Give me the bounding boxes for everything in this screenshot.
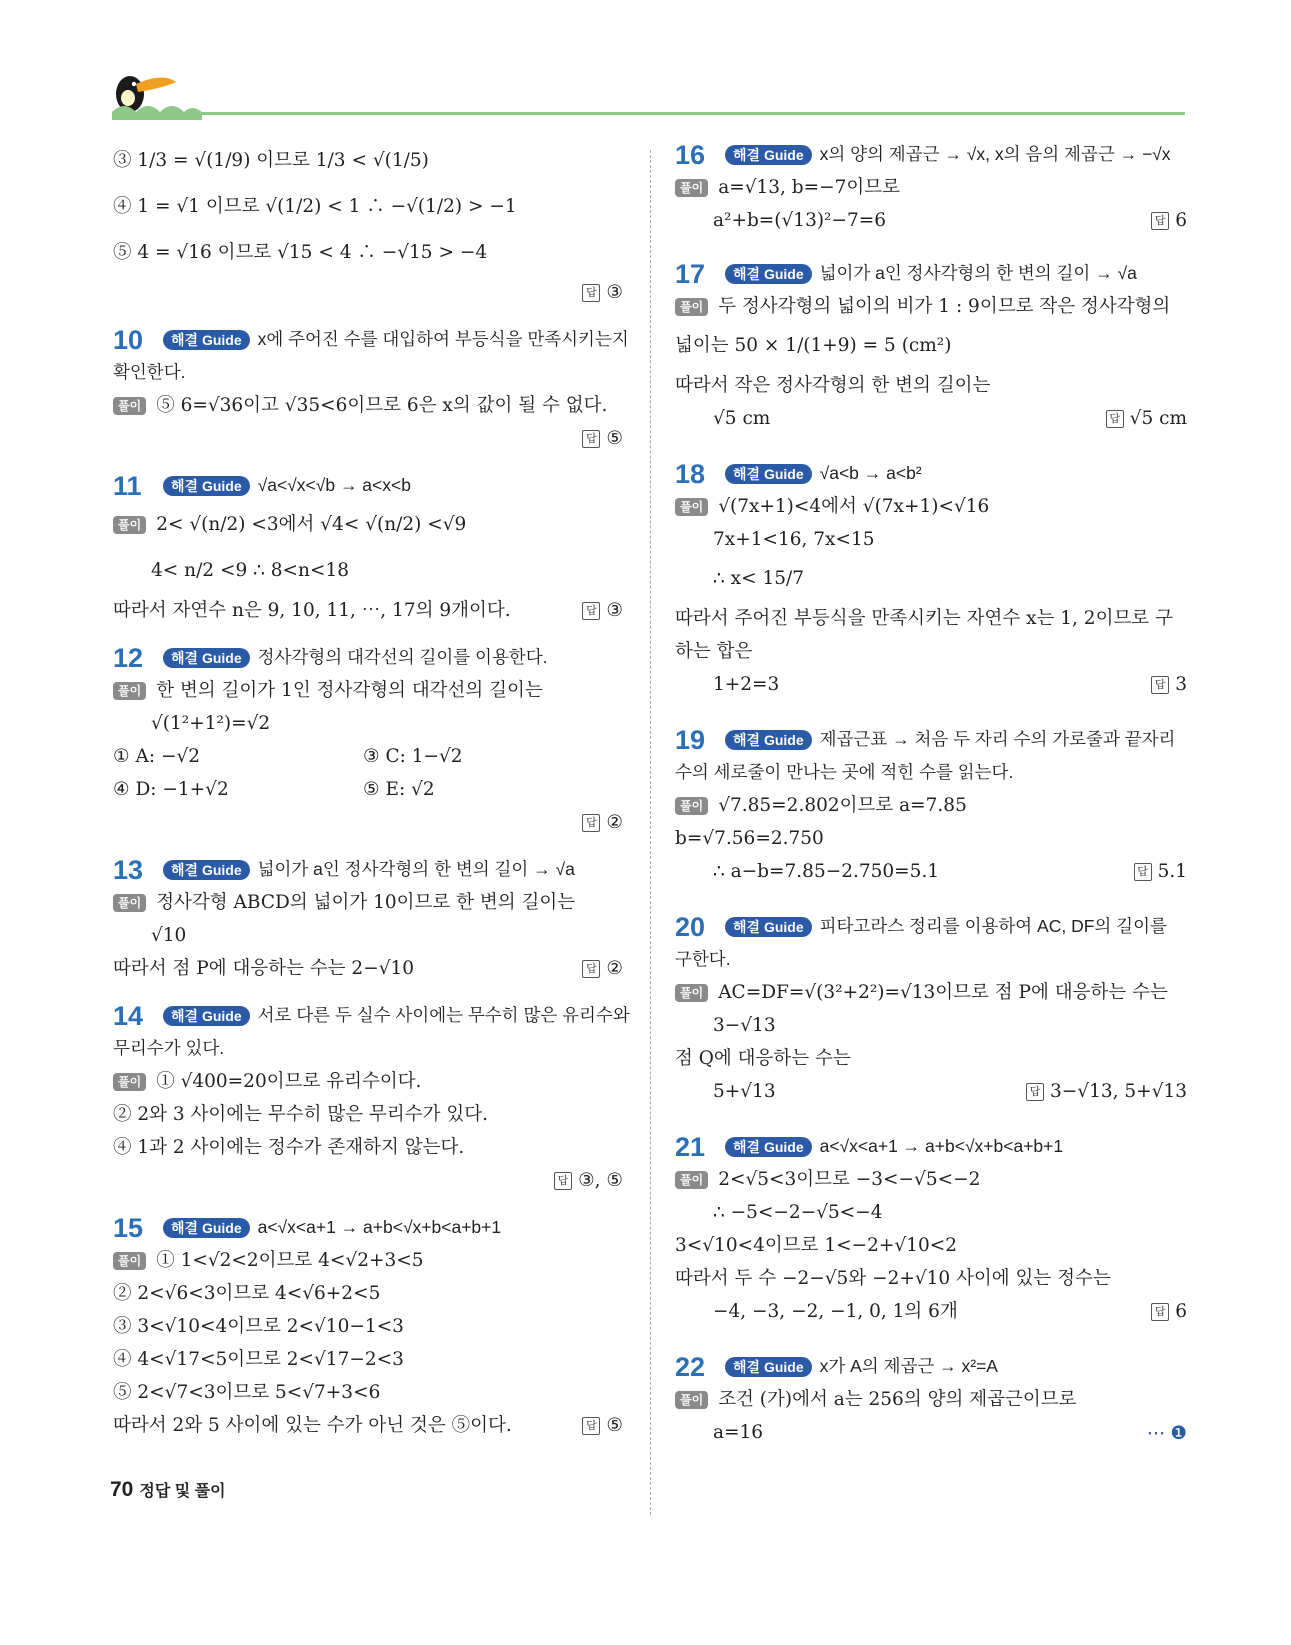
solution-line: √5 cm bbox=[713, 408, 771, 429]
solution-line: ⑤ 6=√36이고 √35<6이므로 6은 x의 값이 될 수 없다. bbox=[156, 395, 608, 416]
guide-text: 서로 다른 두 실수 사이에는 무수히 많은 유리수와 bbox=[257, 1005, 630, 1025]
answer-icon: 답 bbox=[582, 602, 600, 620]
footer-label: 정답 및 풀이 bbox=[139, 1483, 226, 1500]
solution-line: ① 1<√2<2이므로 4<√2+3<5 bbox=[156, 1250, 424, 1271]
solution-line: 7x+1<16, 7x<15 bbox=[713, 529, 875, 550]
answer-icon: 답 bbox=[582, 1417, 600, 1435]
guide-text: 확인한다. bbox=[113, 362, 186, 382]
guide-text: 피타고라스 정리를 이용하여 AC, DF의 길이를 bbox=[819, 916, 1167, 936]
solution-line: a=16 bbox=[713, 1422, 764, 1443]
solution-badge: 풀이 bbox=[675, 984, 708, 1002]
problem-number: 15 bbox=[113, 1212, 144, 1243]
problem-number: 17 bbox=[675, 258, 706, 289]
left-column bbox=[113, 138, 630, 1442]
answer-value: √5 cm bbox=[1129, 408, 1187, 429]
answer-value: ③ bbox=[606, 282, 623, 303]
solution-line: 넓이는 50 × 1/(1+9) = 5 (cm²) bbox=[675, 335, 952, 356]
solution-line: ⑤ 2<√7<3이므로 5<√7+3<6 bbox=[113, 1382, 381, 1403]
problem-21 bbox=[675, 1130, 1187, 1328]
solution-line: 2<√5<3이므로 −3<−√5<−2 bbox=[718, 1169, 981, 1190]
guide-text: 무리수가 있다. bbox=[113, 1038, 225, 1058]
answer-line bbox=[1026, 1075, 1187, 1108]
problem-number: 10 bbox=[113, 324, 144, 355]
guide-text: x의 양의 제곱근 → √x, x의 음의 제곱근 → −√x bbox=[819, 144, 1171, 164]
solution-badge: 풀이 bbox=[113, 516, 146, 534]
problem-15 bbox=[113, 1211, 623, 1442]
guide-text: 넓이가 a인 정사각형의 한 변의 길이 → √a bbox=[819, 263, 1137, 283]
answer-line bbox=[582, 1409, 623, 1442]
solution-line: ① √400=20이므로 유리수이다. bbox=[156, 1071, 422, 1092]
answer-icon: 답 bbox=[582, 960, 600, 978]
solution-line: 정사각형 ABCD의 넓이가 10이므로 한 변의 길이는 bbox=[156, 892, 576, 913]
header-rule bbox=[195, 112, 1185, 115]
guide-badge: 해결 Guide bbox=[163, 648, 250, 668]
solution-badge: 풀이 bbox=[675, 179, 708, 197]
solution-line: ④ 4<√17<5이므로 2<√17−2<3 bbox=[113, 1349, 404, 1370]
solution-line: ⑤ 4 = √16 이므로 √15 < 4 ∴ −√15 > −4 bbox=[113, 242, 488, 263]
answer-line bbox=[1106, 402, 1187, 435]
answer-value: ② bbox=[606, 958, 623, 979]
solution-badge: 풀이 bbox=[675, 498, 708, 516]
solution-line: 따라서 2와 5 사이에 있는 수가 아닌 것은 ⑤이다. bbox=[113, 1415, 512, 1436]
problem-number: 13 bbox=[113, 854, 144, 885]
solution-badge: 풀이 bbox=[113, 894, 146, 912]
answer-value: 5.1 bbox=[1157, 861, 1187, 882]
guide-badge: 해결 Guide bbox=[725, 145, 812, 165]
guide-text: 제곱근표 → 처음 두 자리 수의 가로줄과 끝자리 bbox=[819, 729, 1176, 749]
solution-line: ④ 1과 2 사이에는 정수가 존재하지 않는다. bbox=[113, 1137, 465, 1158]
guide-badge: 해결 Guide bbox=[725, 1357, 812, 1377]
answer-value: 3 bbox=[1175, 674, 1187, 695]
problem-number: 11 bbox=[113, 470, 142, 501]
solution-line: ∴ −5<−2−√5<−4 bbox=[713, 1202, 883, 1223]
column-divider bbox=[650, 150, 651, 1515]
problem-11 bbox=[113, 469, 623, 627]
problem-19 bbox=[675, 723, 1187, 888]
solution-badge: 풀이 bbox=[113, 682, 146, 700]
solution-line: 한 변의 길이가 1인 정사각형의 대각선의 길이는 bbox=[156, 680, 543, 701]
problem-12 bbox=[113, 641, 623, 839]
problem-number: 19 bbox=[675, 724, 706, 755]
problem-number: 14 bbox=[113, 1000, 144, 1031]
problem-16 bbox=[675, 138, 1187, 237]
solution-line: ② 2<√6<3이므로 4<√6+2<5 bbox=[113, 1283, 381, 1304]
answer-value: ③, ⑤ bbox=[578, 1170, 623, 1191]
answer-icon: 답 bbox=[1151, 212, 1169, 230]
guide-text: 수의 세로줄이 만나는 곳에 적힌 수를 읽는다. bbox=[675, 762, 1014, 782]
guide-badge: 해결 Guide bbox=[725, 1137, 812, 1157]
answer-line bbox=[582, 594, 623, 627]
wave-decoration bbox=[112, 100, 202, 120]
solution-line: 따라서 주어진 부등식을 만족시키는 자연수 x는 1, 2이므로 구 bbox=[675, 608, 1173, 629]
solution-line: 2< √(n/2) <3에서 √4< √(n/2) <√9 bbox=[156, 514, 467, 535]
option-item: ③ C: 1−√2 bbox=[363, 746, 463, 767]
answer-icon: 답 bbox=[554, 1172, 572, 1190]
problem-20 bbox=[675, 910, 1187, 1108]
answer-value: ⑤ bbox=[606, 428, 623, 449]
solution-line: ∴ a−b=7.85−2.750=5.1 bbox=[713, 861, 940, 882]
problem-18 bbox=[675, 457, 1187, 701]
guide-badge: 해결 Guide bbox=[163, 330, 250, 350]
problem-13 bbox=[113, 853, 623, 985]
problem-number: 20 bbox=[675, 911, 706, 942]
solution-line: 따라서 두 수 −2−√5와 −2+√10 사이에 있는 정수는 bbox=[675, 1268, 1111, 1289]
solution-line: ② 2와 3 사이에는 무수히 많은 무리수가 있다. bbox=[113, 1104, 489, 1125]
solution-badge: 풀이 bbox=[675, 1391, 708, 1409]
guide-text: √a<b → a<b² bbox=[819, 463, 922, 483]
answer-icon: 답 bbox=[1151, 676, 1169, 694]
answer-line bbox=[1151, 204, 1187, 237]
page-footer bbox=[110, 1478, 226, 1502]
guide-text: √a<√x<√b → a<x<b bbox=[257, 475, 411, 495]
continuation-marker: ⋯ ❶ bbox=[1146, 1422, 1187, 1443]
solution-badge: 풀이 bbox=[113, 1252, 146, 1270]
solution-line: 3<√10<4이므로 1<−2+√10<2 bbox=[675, 1235, 958, 1256]
guide-badge: 해결 Guide bbox=[725, 730, 812, 750]
solution-line: √10 bbox=[151, 925, 187, 946]
problem-14 bbox=[113, 999, 630, 1197]
answer-line bbox=[113, 276, 623, 309]
guide-text: 구한다. bbox=[675, 949, 731, 969]
guide-badge: 해결 Guide bbox=[725, 264, 812, 284]
option-item: ④ D: −1+√2 bbox=[113, 779, 229, 800]
guide-badge: 해결 Guide bbox=[163, 1006, 250, 1026]
problem-number: 12 bbox=[113, 642, 144, 673]
answer-icon: 답 bbox=[582, 284, 600, 302]
answer-line bbox=[582, 952, 623, 985]
solution-badge: 풀이 bbox=[675, 298, 708, 316]
problem-17 bbox=[675, 257, 1187, 435]
option-item: ⑤ E: √2 bbox=[363, 779, 435, 800]
guide-text: 정사각형의 대각선의 길이를 이용한다. bbox=[257, 647, 548, 667]
answer-icon: 답 bbox=[1026, 1083, 1044, 1101]
solution-line: 1+2=3 bbox=[713, 674, 780, 695]
solution-line: 4< n/2 <9 ∴ 8<n<18 bbox=[151, 560, 349, 581]
solution-line: ④ 1 = √1 이므로 √(1/2) < 1 ∴ −√(1/2) > −1 bbox=[113, 196, 517, 217]
guide-text: x에 주어진 수를 대입하여 부등식을 만족시키는지 bbox=[257, 329, 629, 349]
problem-number: 18 bbox=[675, 458, 706, 489]
solution-line: √(1²+1²)=√2 bbox=[151, 713, 271, 734]
guide-text: a<√x<a+1 → a+b<√x+b<a+b+1 bbox=[257, 1217, 502, 1237]
solution-line: −4, −3, −2, −1, 0, 1의 6개 bbox=[713, 1301, 958, 1322]
solution-line: 조건 (가)에서 a는 256의 양의 제곱근이므로 bbox=[718, 1389, 1077, 1410]
solution-line: 따라서 작은 정사각형의 한 변의 길이는 bbox=[675, 375, 991, 396]
solution-line: √7.85=2.802이므로 a=7.85 bbox=[718, 795, 967, 816]
solution-line: √(7x+1)<4에서 √(7x+1)<√16 bbox=[718, 496, 990, 517]
page-number: 70 bbox=[110, 1478, 134, 1501]
solution-badge: 풀이 bbox=[675, 797, 708, 815]
solution-line: AC=DF=√(3²+2²)=√13이므로 점 P에 대응하는 수는 bbox=[718, 982, 1168, 1003]
guide-text: 넓이가 a인 정사각형의 한 변의 길이 → √a bbox=[257, 859, 575, 879]
solution-line: b=√7.56=2.750 bbox=[675, 828, 824, 849]
answer-value: ⑤ bbox=[606, 1415, 623, 1436]
answer-value: 6 bbox=[1175, 210, 1187, 231]
answer-icon: 답 bbox=[582, 430, 600, 448]
answer-value: 3−√13, 5+√13 bbox=[1050, 1081, 1187, 1102]
solution-line: 하는 합은 bbox=[675, 641, 753, 662]
guide-badge: 해결 Guide bbox=[163, 860, 250, 880]
solution-line: ③ 1/3 = √(1/9) 이므로 1/3 < √(1/5) bbox=[113, 150, 429, 171]
solution-badge: 풀이 bbox=[675, 1171, 708, 1189]
answer-line bbox=[1134, 855, 1187, 888]
answer-icon: 답 bbox=[582, 814, 600, 832]
option-item: ① A: −√2 bbox=[113, 746, 200, 767]
solution-line: a²+b=(√13)²−7=6 bbox=[713, 210, 887, 231]
solution-line: ∴ x< 15/7 bbox=[713, 568, 805, 589]
answer-line bbox=[1151, 1295, 1187, 1328]
problem-number: 22 bbox=[675, 1351, 706, 1382]
solution-line: 3−√13 bbox=[713, 1015, 776, 1036]
problem-10 bbox=[113, 323, 629, 455]
problem-9-continuation bbox=[113, 138, 623, 309]
solution-line: ③ 3<√10<4이므로 2<√10−1<3 bbox=[113, 1316, 404, 1337]
solution-badge: 풀이 bbox=[113, 1073, 146, 1091]
problem-number: 21 bbox=[675, 1131, 706, 1162]
answer-icon: 답 bbox=[1106, 410, 1124, 428]
solution-line: 따라서 점 P에 대응하는 수는 2−√10 bbox=[113, 958, 415, 979]
guide-badge: 해결 Guide bbox=[725, 917, 812, 937]
solution-line: 따라서 자연수 n은 9, 10, 11, ⋯, 17의 9개이다. bbox=[113, 600, 511, 621]
guide-text: x가 A의 제곱근 → x²=A bbox=[819, 1356, 998, 1376]
solution-line: 5+√13 bbox=[713, 1081, 776, 1102]
answer-line bbox=[113, 806, 623, 839]
guide-text: a<√x<a+1 → a+b<√x+b<a+b+1 bbox=[819, 1136, 1064, 1156]
guide-badge: 해결 Guide bbox=[163, 1218, 250, 1238]
answer-value: 6 bbox=[1175, 1301, 1187, 1322]
answer-icon: 답 bbox=[1134, 863, 1152, 881]
answer-line bbox=[113, 1164, 623, 1197]
solution-line: 두 정사각형의 넓이의 비가 1 : 9이므로 작은 정사각형의 bbox=[718, 296, 1171, 317]
solution-line: 점 Q에 대응하는 수는 bbox=[675, 1048, 851, 1069]
answer-icon: 답 bbox=[1151, 1303, 1169, 1321]
answer-line bbox=[113, 422, 623, 455]
answer-value: ② bbox=[606, 812, 623, 833]
problem-number: 16 bbox=[675, 139, 706, 170]
guide-badge: 해결 Guide bbox=[725, 464, 812, 484]
right-column bbox=[675, 138, 1187, 1449]
problem-22 bbox=[675, 1350, 1187, 1449]
guide-badge: 해결 Guide bbox=[163, 476, 250, 496]
answer-line bbox=[1151, 668, 1187, 701]
solution-badge: 풀이 bbox=[113, 397, 146, 415]
solution-line: a=√13, b=−7이므로 bbox=[718, 177, 901, 198]
answer-value: ③ bbox=[606, 600, 623, 621]
